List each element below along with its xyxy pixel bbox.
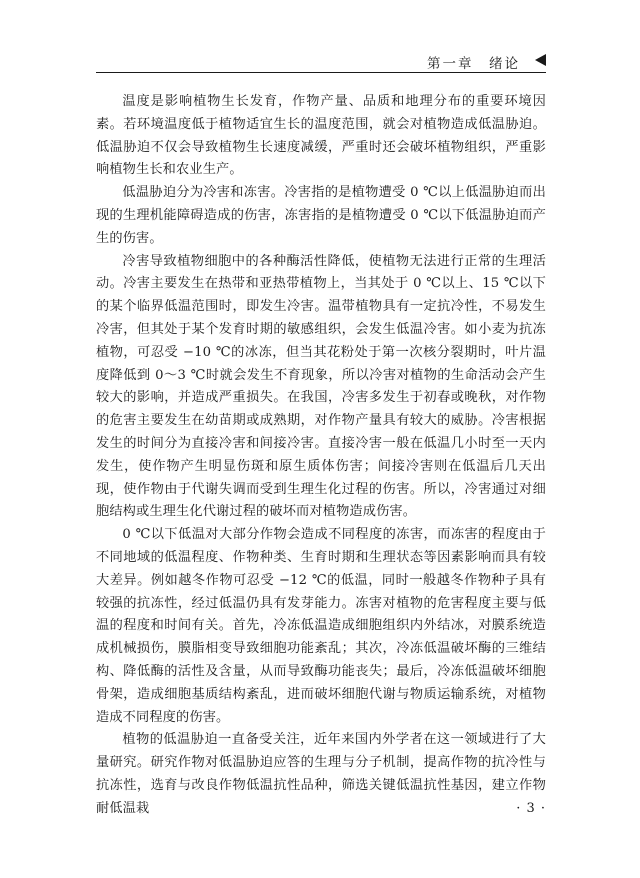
page-number: · 3 · — [516, 801, 546, 816]
paragraph-stress-types: 低温胁迫分为冷害和冻害。冷害指的是植物遭受 0 ℃以上低温胁迫而出现的生理机能障碍造成的伤害，冻害指的是植物遭受 0 ℃以下低温胁迫而产生的伤害。 — [96, 185, 546, 246]
body-text — [96, 91, 546, 821]
triangle-marker-icon — [535, 54, 546, 66]
paragraph-freezing-injury: 0 ℃以下低温对大部分作物会造成不同程度的冻害，而冻害的程度由于不同地域的低温程度、作物种类、生育时期和生理状态等因素影响而具有较大差异。例如越冬作物可忍受 −12 ℃的低温，同时一般越冬作物种子具有较强的抗冻性，经过低温仍具有发芽能力。冻害对植物的危害程度主要与低温的程度和时间有关。首先，冷冻低温造成细胞组织内外结冰，对膜系统造成机械损伤，膜脂相变导致细胞功能紊乱；其次，冷冻低温破坏酶的三维结构、降低酶的活性及含量，从而导致酶功能丧失；最后，冷冻低温破坏细胞骨架，造成细胞基质结构紊乱，进而破坏细胞代谢与物质运输系统，对植物造成不同程度的伤害。 — [96, 527, 546, 725]
header-rule — [96, 72, 546, 73]
chapter-title: 第一章 绪论 — [427, 56, 520, 72]
running-header — [96, 50, 546, 72]
paragraph-intro: 温度是影响植物生长发育，作物产量、品质和地理分布的重要环境因素。若环境温度低于植物适宜生长的温度范围，就会对植物造成低温胁迫。低温胁迫不仅会导致植物生长速度减缓，严重时还会破坏植物组织，严重影响植物生长和农业生产。 — [96, 94, 546, 178]
paragraph-research: 植物的低温胁迫一直备受关注，近年来国内外学者在这一领域进行了大量研究。研究作物对低温胁迫应答的生理与分子机制，提高作物的抗冷性与抗冻性，选育与改良作物低温抗性品种，筛选关键低温抗性基因，建立作物耐低温栽 — [96, 732, 546, 816]
paragraph-chilling-injury: 冷害导致植物细胞中的各种酶活性降低，使植物无法进行正常的生理活动。冷害主要发生在热带和亚热带植物上，当其处于 0 ℃以上、15 ℃以下的某个临界低温范围时，即发生冷害。温带植物具有一定抗冷性，不易发生冷害，但其处于某个发育时期的敏感组织，会发生低温冷害。如小麦为抗冻植物，可忍受 −10 ℃的冰冻，但当其花粉处于第一次核分裂期时，叶片温度降低到 0～3 ℃时就会发生不育现象，所以冷害对植物的生命活动会产生较大的影响，并造成严重损失。在我国，冷害多发生于初春或晚秋，对作物的危害主要发生在幼苗期或成熟期，对作物产量具有较大的威胁。冷害根据发生的时间分为直接冷害和间接冷害。直接冷害一般在低温几小时至一天内发生，使作物产生明显伤斑和原生质体伤害；间接冷害则在低温后几天出现，使作物由于代谢失调而受到生理生化过程的伤害。所以，冷害通过对细胞结构或生理生化代谢过程的破坏而对植物造成伤害。 — [96, 253, 546, 520]
